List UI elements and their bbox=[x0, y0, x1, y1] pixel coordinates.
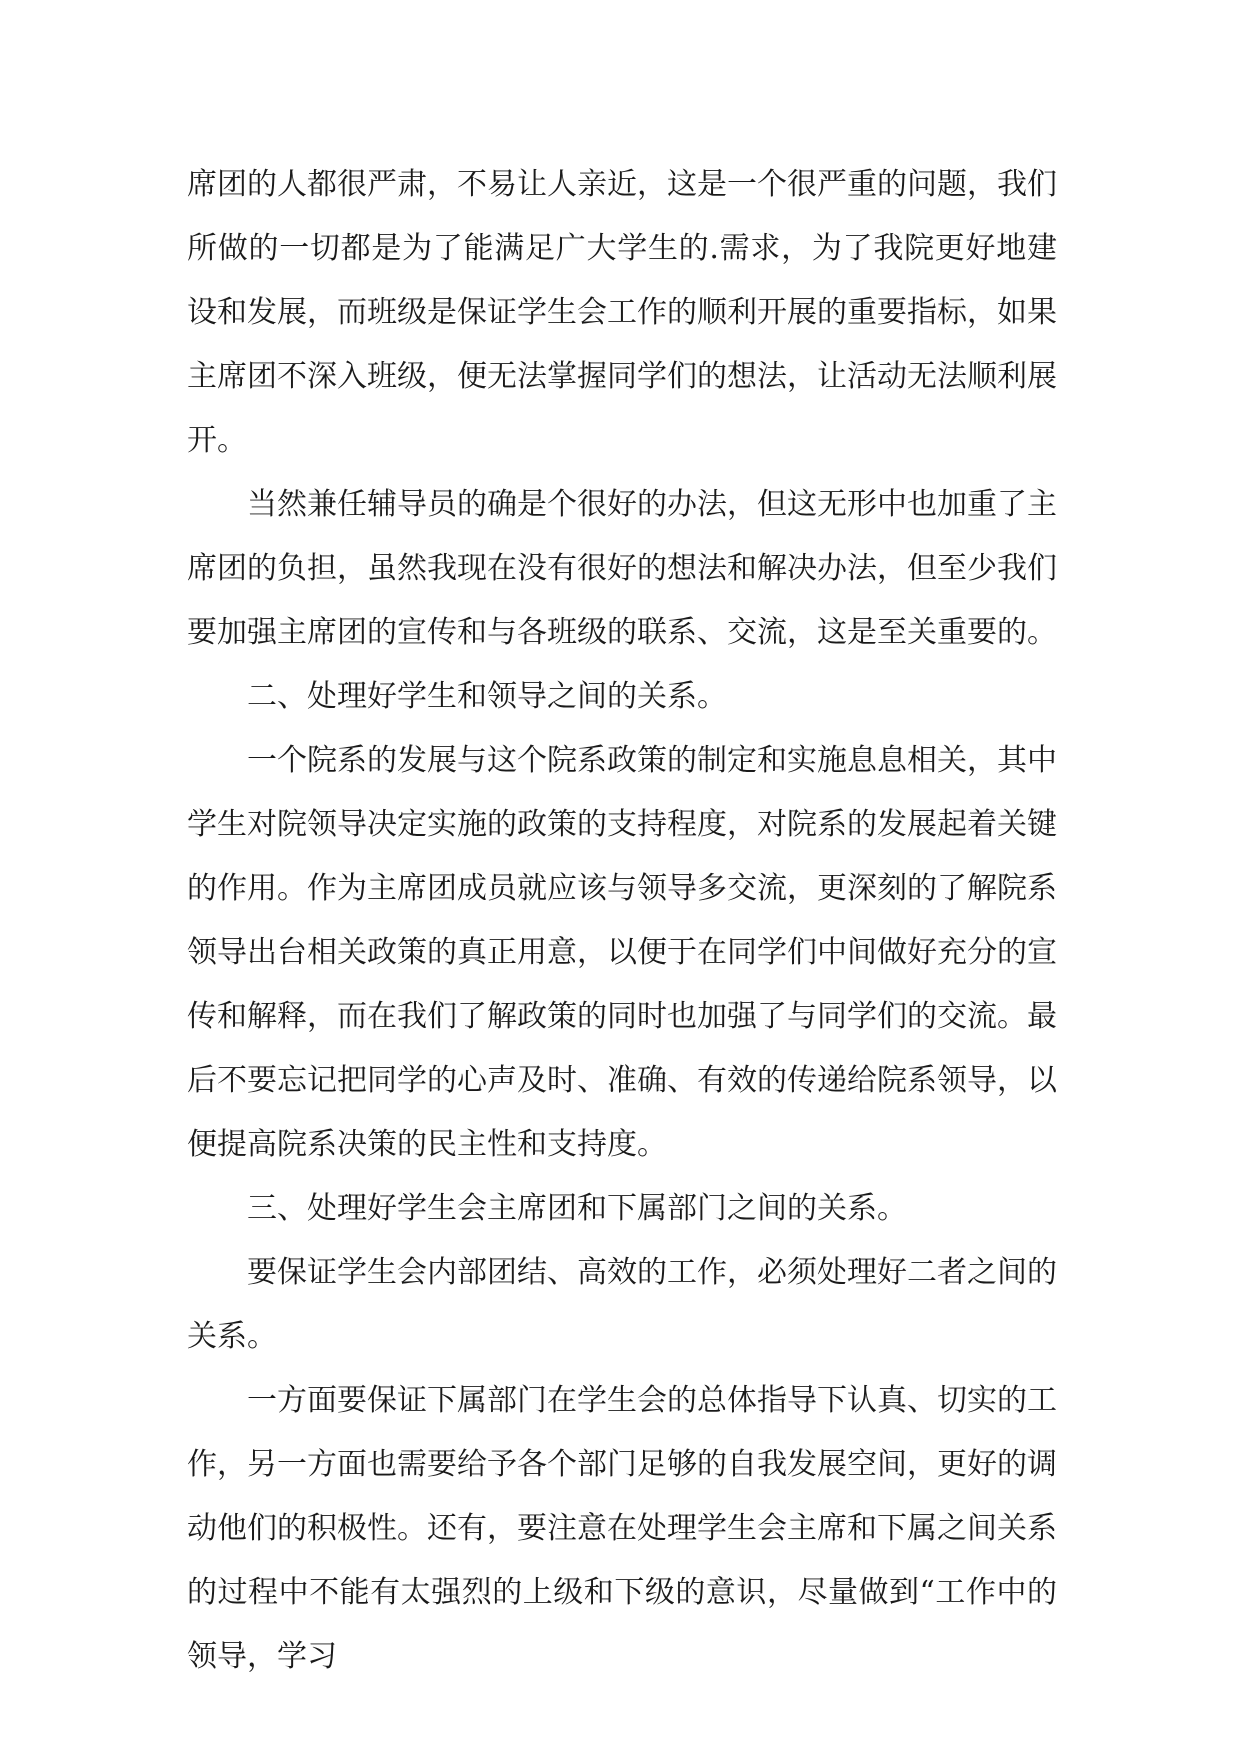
paragraph: 当然兼任辅导员的确是个很好的办法，但这无形中也加重了主席团的负担，虽然我现在没有很好的想法和解决办法，但至少我们要加强主席团的宣传和与各班级的联系、交流，这是至关重要的。 bbox=[187, 487, 1057, 650]
paragraph: 一方面要保证下属部门在学生会的总体指导下认真、切实的工作，另一方面也需要给予各个部门足够的自我发展空间，更好的调动他们的积极性。还有，要注意在处理学生会主席和下属之间关系的过程中不能有太强烈的上级和下级的意识，尽量做到“工作中的领导，学习 bbox=[187, 1383, 1057, 1674]
section-heading: 三、处理好学生会主席团和下属部门之间的关系。 bbox=[247, 1191, 907, 1226]
section-heading: 二、处理好学生和领导之间的关系。 bbox=[247, 679, 727, 714]
paragraph-continuation: 席团的人都很严肃，不易让人亲近，这是一个很严重的问题，我们所做的一切都是为了能满足广大学生的.需求，为了我院更好地建设和发展，而班级是保证学生会工作的顺利开展的重要指标，如果主席团不深入班级，便无法掌握同学们的想法，让活动无法顺利展开。 bbox=[187, 167, 1057, 458]
paragraph: 一个院系的发展与这个院系政策的制定和实施息息相关，其中学生对院领导决定实施的政策的支持程度，对院系的发展起着关键的作用。作为主席团成员就应该与领导多交流，更深刻的了解院系领导出台相关政策的真正用意，以便于在同学们中间做好充分的宣传和解释，而在我们了解政策的同时也加强了与同学们的交流。最后不要忘记把同学的心声及时、准确、有效的传递给院系领导，以便提高院系决策的民主性和支持度。 bbox=[187, 743, 1057, 1162]
paragraph: 要保证学生会内部团结、高效的工作，必须处理好二者之间的关系。 bbox=[187, 1255, 1057, 1354]
document-body bbox=[187, 153, 1057, 1689]
